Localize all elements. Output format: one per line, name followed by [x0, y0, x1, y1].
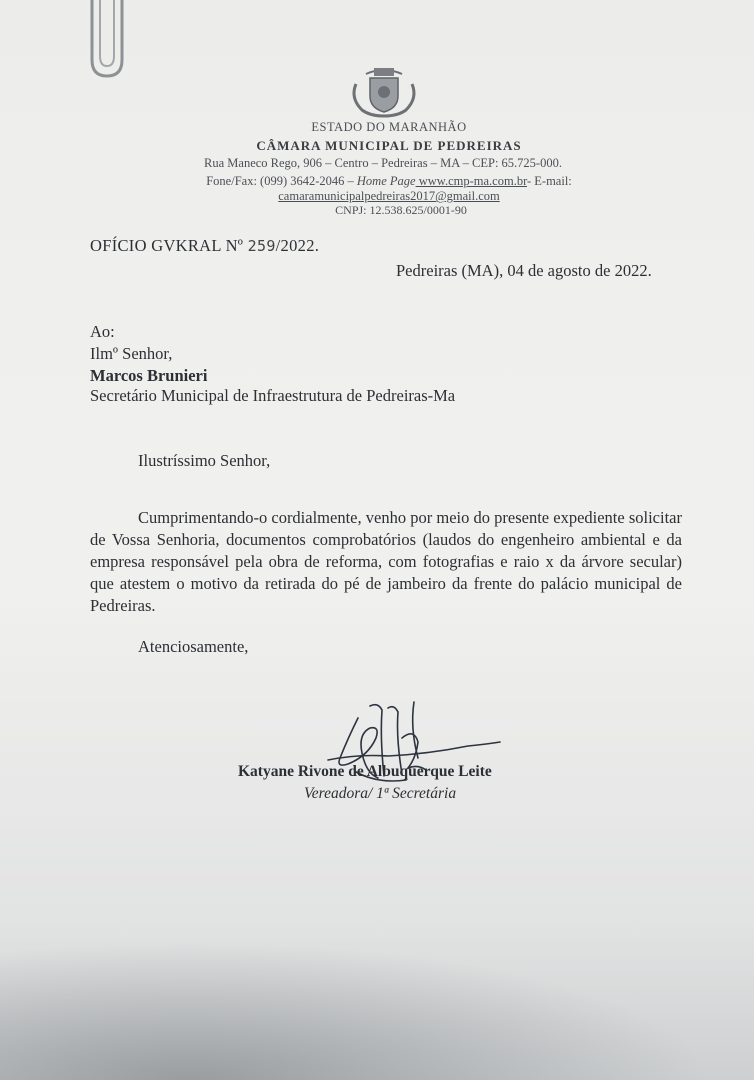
signer-name: Katyane Rivone de Albuquerque Leite — [238, 763, 492, 780]
recipient-title: Secretário Municipal de Infraestrutura de Pedreiras-Ma — [90, 386, 456, 405]
letterhead-address: Rua Maneco Rego, 906 – Centro – Pedreiras – MA – CEP: 65.725-000. — [204, 156, 562, 170]
letterhead-contact — [12, 174, 754, 189]
letter-body: Cumprimentando-o cordialmente, venho por meio do presente expediente solicitar de Vossa Senhoria, documentos comprobatórios (laudos do engenheiro ambiental e da empresa responsável pela obra de reforma, com fotografias e raio x da árvore secular) que atestem o motivo da retirada do pé de jambeiro da frente do palácio municipal de Pedreiras. — [90, 508, 682, 615]
oficio-suffix: /2022. — [275, 236, 320, 255]
letterhead-cnpj: CNPJ: 12.538.625/0001-90 — [335, 203, 467, 217]
salutation: Ilustríssimo Senhor, — [138, 451, 271, 470]
letterhead-phone: Fone/Fax: (099) 3642-2046 – — [206, 174, 357, 188]
recipient-name: Marcos Brunieri — [90, 366, 208, 385]
honorific: Ilmº Senhor, — [90, 344, 173, 363]
page-shadow — [0, 930, 754, 1080]
letterhead-email-address[interactable]: camaramunicipalpedreiras2017@gmail.com — [278, 189, 500, 203]
coat-of-arms-icon — [348, 64, 420, 120]
letterhead-homepage-url[interactable]: www.cmp-ma.com.br — [415, 174, 527, 188]
to-label: Ao: — [90, 322, 115, 341]
oficio-reference — [90, 236, 319, 256]
letterhead-email-label: - E-mail: — [527, 174, 572, 188]
date-line: Pedreiras (MA), 04 de agosto de 2022. — [396, 261, 652, 280]
letterhead-state: ESTADO DO MARANHÃO — [311, 120, 467, 134]
oficio-number: 259 — [247, 237, 276, 255]
letterhead-chamber: CÂMARA MUNICIPAL DE PEDREIRAS — [256, 138, 522, 153]
letterhead-homepage-label: Home Page — [356, 174, 416, 188]
letterhead-email — [12, 189, 754, 204]
signer-title: Vereadora/ 1ª Secretária — [304, 785, 457, 802]
closing: Atenciosamente, — [138, 637, 249, 656]
oficio-prefix: OFÍCIO GVKRAL Nº — [90, 236, 248, 255]
paperclip-icon — [86, 0, 134, 82]
